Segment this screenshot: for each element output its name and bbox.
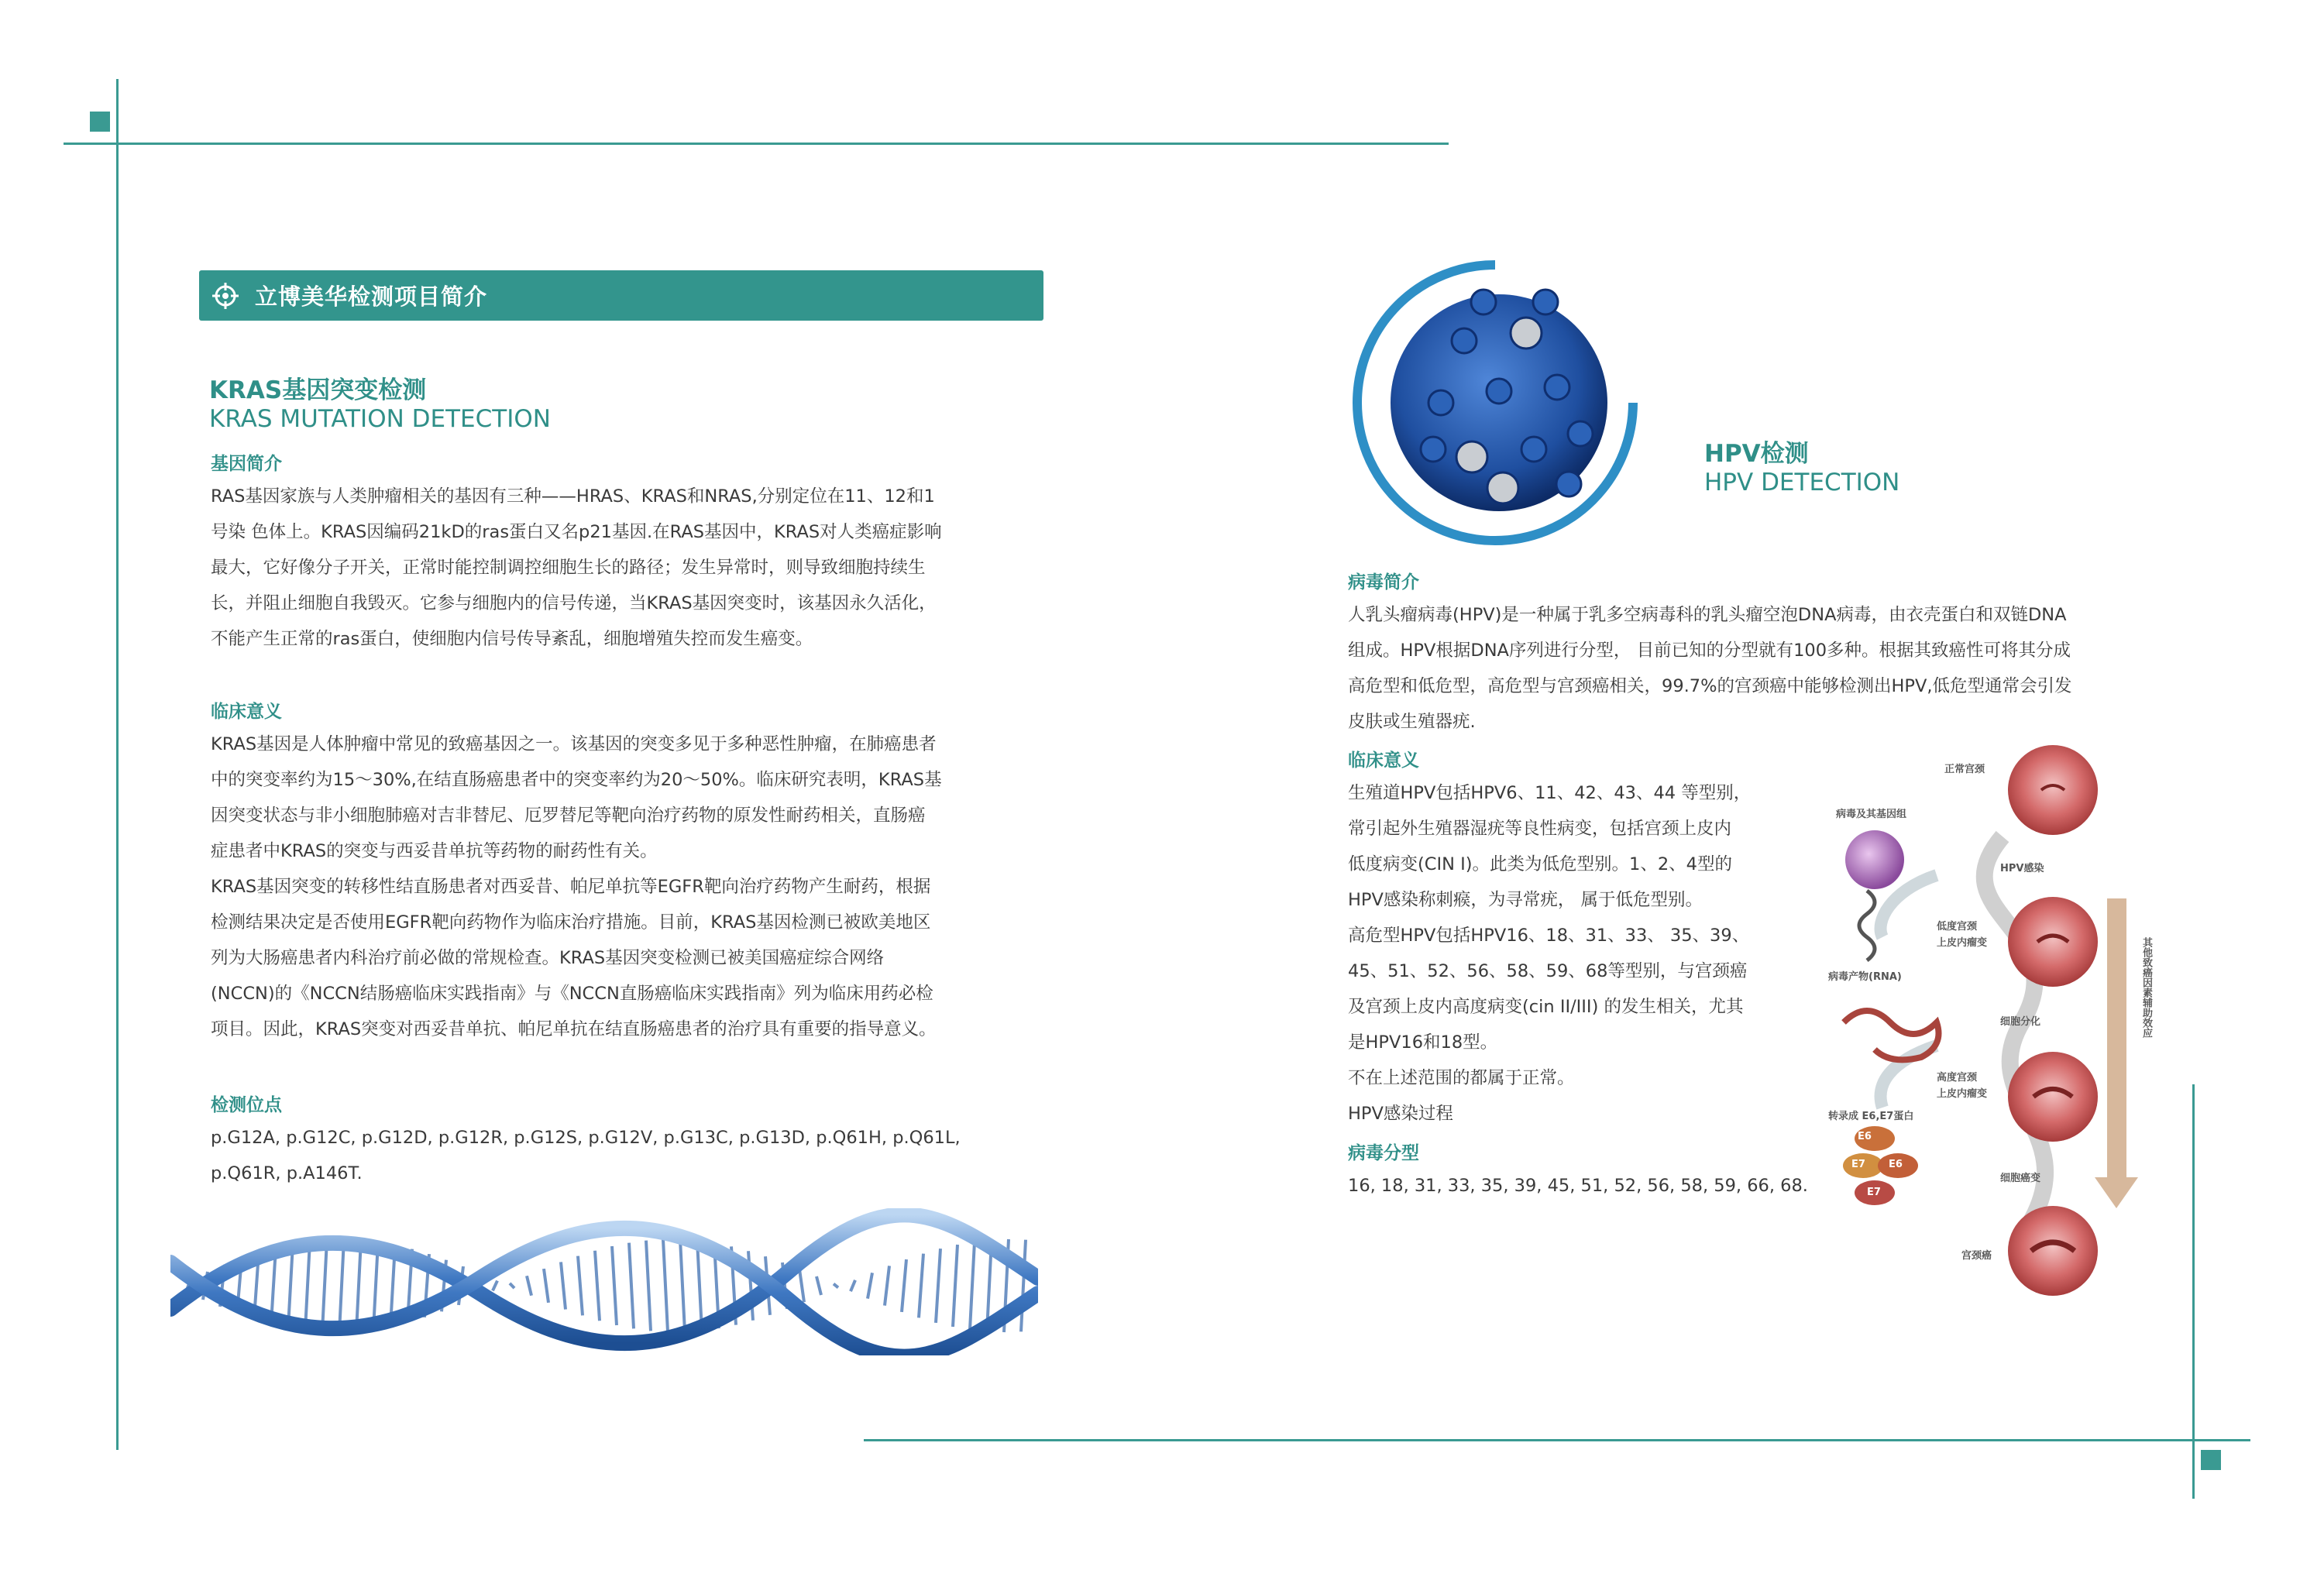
dna-rung	[919, 1254, 923, 1318]
protein-label: E6	[1889, 1159, 1903, 1170]
capsomere	[1452, 328, 1477, 353]
banner-title: 立博美华检测项目简介	[255, 283, 488, 310]
text-line: 因突变状态与非小细胞肺癌对吉非替尼、厄罗替尼等靶向治疗药物的原发性耐药相关，直肠癌	[211, 806, 926, 826]
text-line: 长，并阻止细胞自我毁灭。它参与细胞内的信号传递，当KRAS基因突变时，该基因永久活化，	[211, 593, 937, 613]
text-line: 检测结果决定是否使用EGFR靶向药物作为临床治疗措施。目前，KRAS基因检测已被欧美地区	[211, 912, 931, 933]
dna-rung	[578, 1256, 583, 1316]
cervix-high-grade-image	[2008, 1052, 2098, 1142]
hpv-virus-intro-heading: 病毒简介	[1348, 572, 1419, 593]
hpv-clinical-text	[1348, 775, 1813, 1132]
dna-rung	[953, 1245, 957, 1327]
kras-title-cn: KRAS基因突变检测	[209, 376, 427, 404]
text-line: HPV感染过程	[1348, 1104, 1453, 1124]
capsomere	[1545, 375, 1569, 400]
text-line: 中的突变率约为15～30%,在结直肠癌患者中的突变率约为20～50%。临床研究表明，KRAS基	[211, 770, 942, 790]
text-line: 皮肤或生殖器疣.	[1348, 712, 1476, 732]
dna-rung	[612, 1246, 617, 1325]
frame-line-bottom-horizontal	[864, 1439, 2250, 1441]
dna-rung	[629, 1243, 634, 1329]
hpv-clinical-heading: 临床意义	[1348, 751, 1419, 771]
diagram-label-proteins: 转录成 E6,E7蛋白	[1828, 1111, 1914, 1122]
dna-rung	[322, 1240, 327, 1332]
text-line: 高危型HPV包括HPV16、18、31、33、 35、39、	[1348, 926, 1750, 946]
dna-rung	[595, 1251, 600, 1321]
capsomere	[1428, 390, 1453, 415]
side-label-cofactors: 其他致癌因素辅助效应	[2140, 937, 2152, 1038]
text-line: KRAS基因突变的转移性结直肠患者对西妥昔、帕尼单抗等EGFR靶向治疗药物产生耐药，根据	[211, 877, 931, 897]
capsomere	[1456, 441, 1487, 472]
kras-clinical-text	[211, 727, 1047, 1047]
frame-line-bottom-vertical	[2192, 1084, 2195, 1499]
text-line: 低度病变(CIN I)。此类为低危型别。1、2、4型的	[1348, 854, 1732, 874]
dna-rung	[834, 1284, 838, 1288]
dna-rung	[902, 1259, 906, 1312]
stage-label-differentiation: 细胞分化	[2000, 1016, 2041, 1028]
stage-label-hpv-infection: HPV感染	[2000, 863, 2044, 874]
stage-label-low-grade: 低度宫颈	[1937, 921, 1978, 933]
text-line: 组成。HPV根据DNA序列进行分型， 目前已知的分型就有100多种。根据其致癌性可将其分成	[1348, 641, 2071, 661]
hpv-typing-text	[1348, 1168, 1813, 1204]
text-line: KRAS基因是人体肿瘤中常见的致癌基因之一。该基因的突变多见于多种恶性肿瘤，在肺癌患者	[211, 734, 937, 754]
capsomere	[1487, 379, 1511, 404]
stage-label-normal: 正常宫颈	[1944, 764, 1985, 775]
stage-label-canceration: 细胞癌变	[2000, 1173, 2041, 1184]
diagram-graphics	[1820, 744, 2161, 1301]
text-line: p.G12A, p.G12C, p.G12D, p.G12R, p.G12S, p.G12V, p.G13C, p.G13D, p.Q61H, p.Q61L,	[211, 1128, 961, 1148]
capsomere	[1533, 290, 1558, 314]
progression-arrow	[2095, 898, 2138, 1208]
hpv-title-cn: HPV检测	[1704, 440, 1809, 468]
kras-clinical-heading: 临床意义	[211, 702, 282, 722]
hpv-title-block	[1704, 434, 1899, 496]
dna-rung	[356, 1240, 361, 1331]
text-line: 高危型和低危型，高危型与宫颈癌相关，99.7%的宫颈癌中能够检测出HPV,低危型通常会引发	[1348, 676, 2072, 696]
dna-rung	[680, 1239, 685, 1332]
text-line: (NCCN)的《NCCN结肠癌临床实践指南》与《NCCN直肠癌临床实践指南》列为临床用药必检	[211, 984, 933, 1004]
text-line: 不能产生正常的ras蛋白，使细胞内信号传导紊乱，细胞增殖失控而发生癌变。	[211, 629, 813, 649]
text-line: 最大，它好像分子开关，正常时能控制调控细胞生长的路径；发生异常时，则导致细胞持续生	[211, 558, 926, 578]
hpv-typing-heading: 病毒分型	[1348, 1143, 1419, 1163]
virus-particle	[1845, 830, 1904, 889]
text-line: 症患者中KRAS的突变与西妥昔单抗等药物的耐药性有关。	[211, 841, 658, 861]
section-banner	[199, 270, 1043, 321]
hpv-virus-image	[1348, 256, 1642, 550]
kras-sites-heading: 检测位点	[211, 1095, 282, 1115]
stage-label-high-grade-2: 上皮内瘤变	[1937, 1088, 1988, 1100]
text-line: 列为大肠癌患者内科治疗前必做的常规检查。KRAS基因突变检测已被美国癌症综合网络	[211, 948, 885, 968]
hpv-title-en: HPV DETECTION	[1704, 469, 1900, 496]
protein-label: E7	[1851, 1159, 1865, 1170]
capsomere	[1471, 290, 1496, 314]
capsomere	[1421, 437, 1446, 462]
stage-label-cervical-cancer: 宫颈癌	[1961, 1250, 1992, 1262]
capsomere	[1511, 318, 1542, 349]
frame-line-top-vertical	[116, 79, 119, 1450]
cervix-normal-image	[2008, 745, 2098, 835]
dna-rung	[816, 1276, 821, 1295]
text-line: 16, 18, 31, 33, 35, 39, 45, 51, 52, 56, 58, 59, 66, 68.	[1348, 1176, 1808, 1196]
hpv-infection-diagram	[1820, 744, 2161, 1301]
dna-rung	[1021, 1240, 1026, 1332]
kras-sites-text	[211, 1120, 1047, 1191]
kras-gene-intro-heading: 基因简介	[211, 454, 282, 474]
capsomere	[1556, 472, 1581, 496]
text-line: HPV感染称刺瘊，为寻常疣， 属于低危型别。	[1348, 890, 1703, 910]
dna-rung	[697, 1241, 702, 1331]
frame-line-top-horizontal	[64, 143, 1449, 145]
dna-rung	[510, 1283, 514, 1288]
text-line: RAS基因家族与人类肿瘤相关的基因有三种——HRAS、KRAS和NRAS,分别定位在11、12和1	[211, 486, 935, 507]
crosshair-icon	[211, 282, 239, 310]
corner-square-bottom-right	[2201, 1450, 2221, 1470]
dna-rung	[646, 1241, 651, 1331]
capsomere	[1568, 421, 1593, 446]
kras-gene-intro-text	[211, 479, 1047, 657]
kras-title-block	[209, 370, 551, 433]
rna-strand	[1844, 1011, 1939, 1060]
dna-rung	[799, 1269, 804, 1302]
dna-rung	[561, 1262, 566, 1309]
dna-rung	[493, 1281, 497, 1291]
stage-flow-arrow	[1985, 836, 2045, 1224]
kras-title-en: KRAS MUTATION DETECTION	[209, 405, 551, 433]
capsomere	[1521, 437, 1546, 462]
text-line: 号染 色体上。KRAS因编码21kD的ras蛋白又名p21基因.在RAS基因中，KRAS对人类癌症影响	[211, 522, 942, 542]
diagram-label-virus-genome: 病毒及其基因组	[1836, 809, 1907, 820]
dna-rung	[527, 1276, 531, 1295]
capsomere	[1487, 472, 1518, 503]
dna-rung	[851, 1280, 855, 1291]
stage-label-high-grade: 高度宫颈	[1937, 1072, 1978, 1084]
text-line: 常引起外生殖器湿疣等良性病变，包括宫颈上皮内	[1348, 819, 1732, 839]
text-line: p.Q61R, p.A146T.	[211, 1163, 363, 1183]
dna-rung	[305, 1242, 310, 1331]
dna-helix-image	[170, 1208, 1038, 1355]
dna-rung	[663, 1239, 668, 1332]
corner-square-top-left	[90, 112, 110, 132]
dna-rung	[868, 1273, 872, 1298]
text-line: 是HPV16和18型。	[1348, 1032, 1498, 1053]
protein-label: E6	[1858, 1131, 1872, 1142]
dna-rung	[339, 1239, 344, 1332]
dna-rung	[970, 1242, 975, 1330]
text-line: 45、51、52、56、58、59、68等型别，与宫颈癌	[1348, 961, 1748, 981]
diagram-label-rna: 病毒产物(RNA)	[1828, 971, 1902, 983]
dna-rung	[885, 1266, 889, 1305]
text-line: 不在上述范围的都属于正常。	[1348, 1068, 1575, 1088]
dna-rung	[936, 1249, 940, 1323]
dna-rung	[288, 1244, 293, 1327]
text-line: 生殖道HPV包括HPV6、11、42、43、44 等型别，	[1348, 783, 1752, 803]
dna-rung	[544, 1269, 548, 1303]
protein-label: E7	[1867, 1187, 1881, 1198]
cervix-cancer-image	[2008, 1206, 2098, 1296]
hpv-virus-intro-text	[1348, 597, 2169, 740]
text-line: 项目。因此，KRAS突变对西妥昔单抗、帕尼单抗在结直肠癌患者的治疗具有重要的指导意义。	[211, 1019, 937, 1039]
stage-label-low-grade-2: 上皮内瘤变	[1937, 937, 1988, 949]
text-line: 及宫颈上皮内高度病变(cin II/III) 的发生相关，尤其	[1348, 997, 1744, 1017]
cervix-low-grade-image	[2008, 897, 2098, 987]
genome-strand	[1859, 891, 1875, 960]
text-line: 人乳头瘤病毒(HPV)是一种属于乳多空病毒科的乳头瘤空泡DNA病毒，由衣壳蛋白和双链DNA	[1348, 605, 2067, 625]
